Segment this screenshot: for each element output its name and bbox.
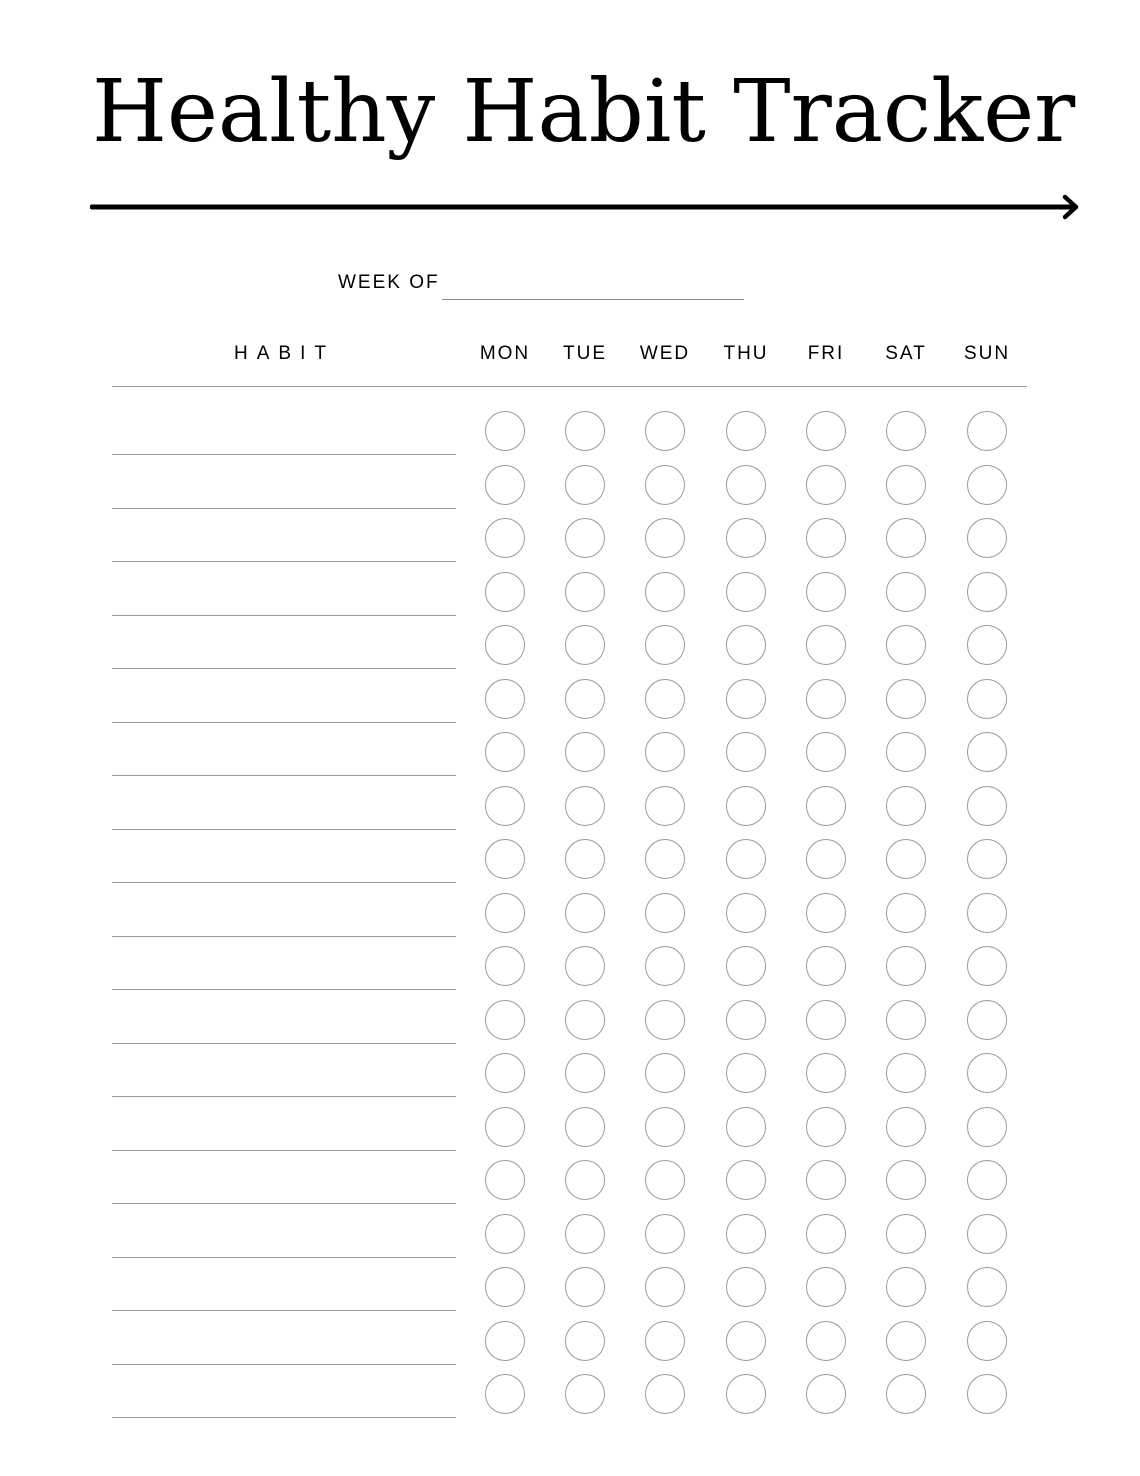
checkbox-sun-icon[interactable] (967, 1321, 1007, 1361)
checkbox-tue-icon[interactable] (565, 572, 605, 612)
checkbox-sat-icon[interactable] (886, 946, 926, 986)
habit-name-field[interactable] (112, 1417, 456, 1418)
week-of-field[interactable] (442, 299, 744, 300)
checkbox-sat-icon[interactable] (886, 1053, 926, 1093)
checkbox-sat-icon[interactable] (886, 732, 926, 772)
checkbox-tue-icon[interactable] (565, 679, 605, 719)
checkbox-wed-icon[interactable] (645, 786, 685, 826)
table-row (0, 1052, 1140, 1106)
checkbox-thu-icon[interactable] (726, 946, 766, 986)
checkbox-fri-icon[interactable] (806, 839, 846, 879)
day-header-sun: SUN (963, 343, 1011, 364)
checkbox-fri-icon[interactable] (806, 1374, 846, 1414)
checkbox-wed-icon[interactable] (645, 572, 685, 612)
checkbox-sat-icon[interactable] (886, 1160, 926, 1200)
checkbox-tue-icon[interactable] (565, 732, 605, 772)
checkbox-sun-icon[interactable] (967, 679, 1007, 719)
checkbox-mon-icon[interactable] (485, 625, 525, 665)
table-row (0, 1266, 1140, 1320)
checkbox-sun-icon[interactable] (967, 465, 1007, 505)
table-row (0, 464, 1140, 518)
checkbox-mon-icon[interactable] (485, 786, 525, 826)
checkbox-sat-icon[interactable] (886, 518, 926, 558)
habit-name-field[interactable] (112, 1310, 456, 1311)
checkbox-sun-icon[interactable] (967, 411, 1007, 451)
day-header-thu: THU (723, 343, 769, 364)
checkbox-tue-icon[interactable] (565, 1160, 605, 1200)
checkbox-mon-icon[interactable] (485, 1000, 525, 1040)
checkbox-fri-icon[interactable] (806, 1053, 846, 1093)
habit-name-field[interactable] (112, 1150, 456, 1151)
checkbox-thu-icon[interactable] (726, 465, 766, 505)
checkbox-sun-icon[interactable] (967, 572, 1007, 612)
habit-name-field[interactable] (112, 936, 456, 937)
checkbox-thu-icon[interactable] (726, 572, 766, 612)
checkbox-wed-icon[interactable] (645, 946, 685, 986)
table-row (0, 571, 1140, 625)
checkbox-fri-icon[interactable] (806, 572, 846, 612)
checkbox-wed-icon[interactable] (645, 732, 685, 772)
checkbox-mon-icon[interactable] (485, 1321, 525, 1361)
checkbox-tue-icon[interactable] (565, 1000, 605, 1040)
checkbox-sat-icon[interactable] (886, 1374, 926, 1414)
habit-name-field[interactable] (112, 1364, 456, 1365)
table-row (0, 945, 1140, 999)
checkbox-fri-icon[interactable] (806, 1321, 846, 1361)
checkbox-fri-icon[interactable] (806, 893, 846, 933)
habit-name-field[interactable] (112, 775, 456, 776)
checkbox-thu-icon[interactable] (726, 1000, 766, 1040)
day-header-wed: WED (639, 343, 691, 364)
checkbox-sun-icon[interactable] (967, 1267, 1007, 1307)
table-row (0, 999, 1140, 1053)
habit-column-header: HABIT (234, 343, 335, 364)
checkbox-mon-icon[interactable] (485, 732, 525, 772)
right-arrow-icon (90, 194, 1085, 220)
checkbox-sat-icon[interactable] (886, 411, 926, 451)
checkbox-tue-icon[interactable] (565, 786, 605, 826)
checkbox-sun-icon[interactable] (967, 732, 1007, 772)
table-row (0, 1320, 1140, 1374)
checkbox-tue-icon[interactable] (565, 518, 605, 558)
habit-name-field[interactable] (112, 561, 456, 562)
checkbox-tue-icon[interactable] (565, 1374, 605, 1414)
checkbox-sun-icon[interactable] (967, 1107, 1007, 1147)
habit-name-field[interactable] (112, 989, 456, 990)
checkbox-mon-icon[interactable] (485, 1214, 525, 1254)
checkbox-sun-icon[interactable] (967, 1374, 1007, 1414)
checkbox-sat-icon[interactable] (886, 625, 926, 665)
habit-name-field[interactable] (112, 1096, 456, 1097)
habit-name-field[interactable] (112, 1203, 456, 1204)
page-title: Healthy Habit Tracker (92, 62, 1076, 162)
habit-name-field[interactable] (112, 1043, 456, 1044)
checkbox-mon-icon[interactable] (485, 1053, 525, 1093)
checkbox-sun-icon[interactable] (967, 1053, 1007, 1093)
checkbox-wed-icon[interactable] (645, 1160, 685, 1200)
checkbox-wed-icon[interactable] (645, 1214, 685, 1254)
checkbox-tue-icon[interactable] (565, 1267, 605, 1307)
habit-name-field[interactable] (112, 508, 456, 509)
checkbox-tue-icon[interactable] (565, 1053, 605, 1093)
checkbox-wed-icon[interactable] (645, 1000, 685, 1040)
checkbox-sat-icon[interactable] (886, 1000, 926, 1040)
checkbox-tue-icon[interactable] (565, 411, 605, 451)
checkbox-wed-icon[interactable] (645, 1374, 685, 1414)
header-divider (112, 386, 1027, 387)
day-header-sat: SAT (885, 343, 927, 364)
checkbox-mon-icon[interactable] (485, 572, 525, 612)
table-row (0, 1213, 1140, 1267)
checkbox-sat-icon[interactable] (886, 786, 926, 826)
checkbox-thu-icon[interactable] (726, 1374, 766, 1414)
checkbox-sun-icon[interactable] (967, 839, 1007, 879)
checkbox-wed-icon[interactable] (645, 1321, 685, 1361)
habit-name-field[interactable] (112, 668, 456, 669)
checkbox-mon-icon[interactable] (485, 1107, 525, 1147)
habit-name-field[interactable] (112, 829, 456, 830)
checkbox-mon-icon[interactable] (485, 679, 525, 719)
checkbox-sat-icon[interactable] (886, 893, 926, 933)
checkbox-sun-icon[interactable] (967, 893, 1007, 933)
habit-name-field[interactable] (112, 454, 456, 455)
checkbox-sat-icon[interactable] (886, 679, 926, 719)
day-header-tue: TUE (563, 343, 607, 364)
checkbox-tue-icon[interactable] (565, 1321, 605, 1361)
checkbox-wed-icon[interactable] (645, 839, 685, 879)
checkbox-tue-icon[interactable] (565, 839, 605, 879)
table-row (0, 731, 1140, 785)
checkbox-sat-icon[interactable] (886, 1214, 926, 1254)
checkbox-thu-icon[interactable] (726, 1267, 766, 1307)
table-row (0, 1373, 1140, 1427)
checkbox-sat-icon[interactable] (886, 839, 926, 879)
table-row (0, 624, 1140, 678)
habit-name-field[interactable] (112, 615, 456, 616)
table-row (0, 410, 1140, 464)
habit-name-field[interactable] (112, 882, 456, 883)
checkbox-tue-icon[interactable] (565, 1107, 605, 1147)
checkbox-fri-icon[interactable] (806, 625, 846, 665)
table-row (0, 785, 1140, 839)
checkbox-tue-icon[interactable] (565, 893, 605, 933)
checkbox-fri-icon[interactable] (806, 465, 846, 505)
checkbox-sun-icon[interactable] (967, 625, 1007, 665)
checkbox-fri-icon[interactable] (806, 411, 846, 451)
table-row (0, 892, 1140, 946)
checkbox-thu-icon[interactable] (726, 679, 766, 719)
checkbox-wed-icon[interactable] (645, 465, 685, 505)
table-row (0, 517, 1140, 571)
checkbox-sat-icon[interactable] (886, 465, 926, 505)
checkbox-sun-icon[interactable] (967, 518, 1007, 558)
checkbox-thu-icon[interactable] (726, 1107, 766, 1147)
checkbox-sun-icon[interactable] (967, 946, 1007, 986)
checkbox-wed-icon[interactable] (645, 625, 685, 665)
checkbox-thu-icon[interactable] (726, 1053, 766, 1093)
checkbox-fri-icon[interactable] (806, 679, 846, 719)
checkbox-fri-icon[interactable] (806, 1000, 846, 1040)
checkbox-mon-icon[interactable] (485, 1267, 525, 1307)
day-header-fri: FRI (807, 343, 845, 364)
table-row (0, 1106, 1140, 1160)
habit-name-field[interactable] (112, 1257, 456, 1258)
checkbox-thu-icon[interactable] (726, 1321, 766, 1361)
checkbox-tue-icon[interactable] (565, 625, 605, 665)
checkbox-mon-icon[interactable] (485, 1160, 525, 1200)
checkbox-wed-icon[interactable] (645, 1107, 685, 1147)
checkbox-fri-icon[interactable] (806, 1107, 846, 1147)
checkbox-thu-icon[interactable] (726, 411, 766, 451)
checkbox-wed-icon[interactable] (645, 893, 685, 933)
week-of-section (338, 272, 744, 294)
checkbox-thu-icon[interactable] (726, 732, 766, 772)
checkbox-tue-icon[interactable] (565, 946, 605, 986)
checkbox-mon-icon[interactable] (485, 893, 525, 933)
checkbox-sat-icon[interactable] (886, 1267, 926, 1307)
checkbox-mon-icon[interactable] (485, 1374, 525, 1414)
checkbox-sat-icon[interactable] (886, 1321, 926, 1361)
checkbox-thu-icon[interactable] (726, 839, 766, 879)
checkbox-wed-icon[interactable] (645, 518, 685, 558)
checkbox-tue-icon[interactable] (565, 465, 605, 505)
checkbox-thu-icon[interactable] (726, 786, 766, 826)
checkbox-fri-icon[interactable] (806, 1267, 846, 1307)
checkbox-wed-icon[interactable] (645, 1053, 685, 1093)
checkbox-fri-icon[interactable] (806, 1160, 846, 1200)
checkbox-fri-icon[interactable] (806, 732, 846, 772)
checkbox-thu-icon[interactable] (726, 1160, 766, 1200)
checkbox-sun-icon[interactable] (967, 1214, 1007, 1254)
checkbox-sat-icon[interactable] (886, 1107, 926, 1147)
checkbox-thu-icon[interactable] (726, 893, 766, 933)
checkbox-sun-icon[interactable] (967, 1000, 1007, 1040)
table-row (0, 838, 1140, 892)
checkbox-sun-icon[interactable] (967, 1160, 1007, 1200)
checkbox-fri-icon[interactable] (806, 786, 846, 826)
checkbox-thu-icon[interactable] (726, 518, 766, 558)
checkbox-sun-icon[interactable] (967, 786, 1007, 826)
checkbox-mon-icon[interactable] (485, 946, 525, 986)
table-row (0, 1159, 1140, 1213)
checkbox-mon-icon[interactable] (485, 839, 525, 879)
checkbox-mon-icon[interactable] (485, 411, 525, 451)
checkbox-mon-icon[interactable] (485, 465, 525, 505)
checkbox-thu-icon[interactable] (726, 625, 766, 665)
checkbox-fri-icon[interactable] (806, 1214, 846, 1254)
checkbox-fri-icon[interactable] (806, 518, 846, 558)
habit-name-field[interactable] (112, 722, 456, 723)
checkbox-wed-icon[interactable] (645, 679, 685, 719)
table-row (0, 678, 1140, 732)
checkbox-thu-icon[interactable] (726, 1214, 766, 1254)
day-header-mon: MON (479, 343, 531, 364)
checkbox-tue-icon[interactable] (565, 1214, 605, 1254)
week-of-label: WEEK OF (338, 272, 440, 293)
checkbox-sat-icon[interactable] (886, 572, 926, 612)
checkbox-mon-icon[interactable] (485, 518, 525, 558)
checkbox-wed-icon[interactable] (645, 1267, 685, 1307)
checkbox-fri-icon[interactable] (806, 946, 846, 986)
checkbox-wed-icon[interactable] (645, 411, 685, 451)
